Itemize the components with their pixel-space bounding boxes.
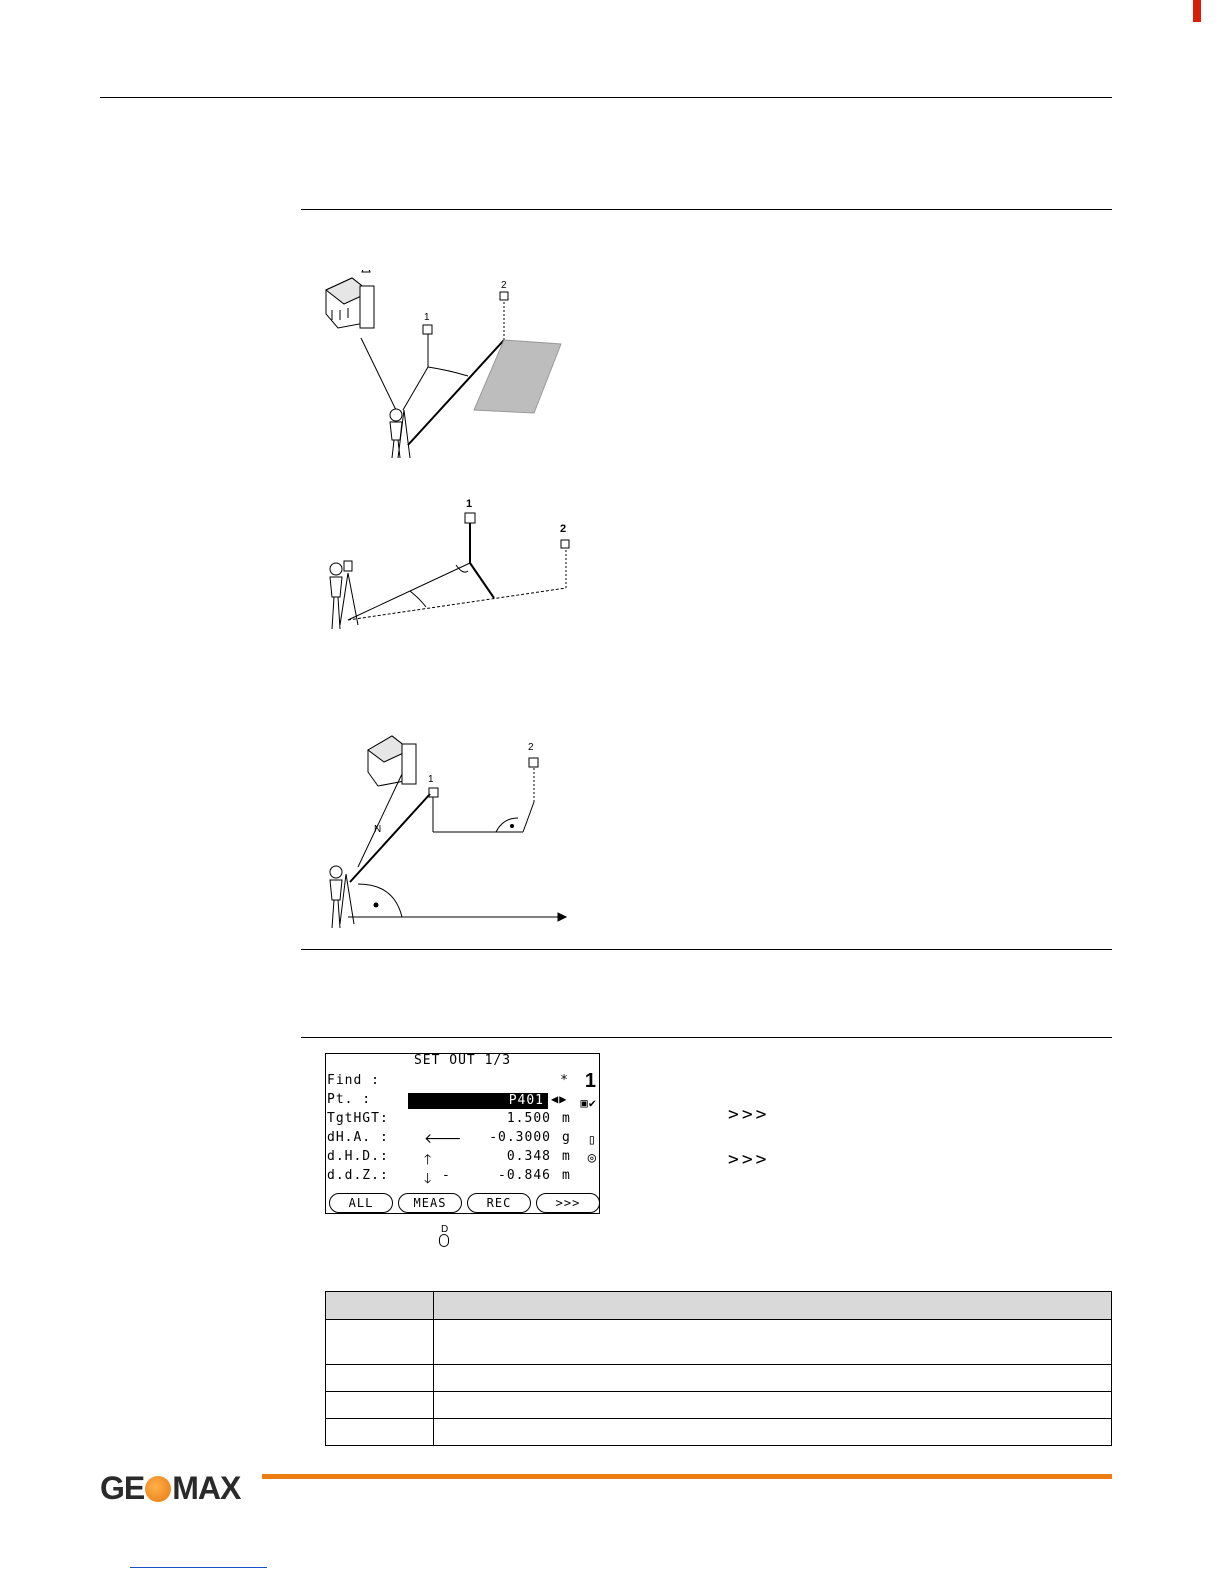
softkey-more[interactable]: >>> (536, 1193, 600, 1213)
row-target-height-label: TgtHGT: (327, 1111, 389, 1126)
globe-icon (145, 1476, 171, 1502)
softkey-meas[interactable]: MEAS (398, 1193, 462, 1213)
footer-bar (262, 1474, 1112, 1479)
softkey-all[interactable]: ALL (329, 1193, 393, 1213)
table-header-cell (434, 1292, 1112, 1320)
row-dha-label: dH.A. : (327, 1130, 389, 1145)
arrow-left-icon: 🡐 (424, 1131, 463, 1147)
figure-set-out-orthogonal (318, 495, 578, 635)
face-indicator: 1 (584, 1070, 597, 1092)
row-find-label: Find : (327, 1073, 380, 1088)
field-description-table (325, 1291, 1112, 1446)
row-dhd-label: d.H.D.: (327, 1149, 389, 1164)
figure-1-drawing (318, 270, 578, 465)
figure-3-label-2: 2 (528, 742, 534, 753)
table-cell (434, 1320, 1112, 1365)
figure-set-out-polar (318, 270, 578, 465)
table-header-cell (326, 1292, 434, 1320)
figure-2-drawing (318, 495, 578, 635)
row-dhd-value: 0.348 (506, 1149, 551, 1164)
logo-text-max: MAX (172, 1470, 241, 1506)
table-header-row (326, 1292, 1112, 1320)
figure-3-drawing (318, 722, 578, 932)
key-glyph-label: D (441, 1224, 449, 1235)
row-dha-value: -0.3000 (489, 1130, 551, 1145)
arrow-down-icon: 🡓 (424, 1171, 433, 1187)
row-find-value: * (560, 1073, 569, 1088)
figure-2-label-2: 2 (560, 523, 567, 535)
row-dha (326, 1130, 599, 1149)
section-rule-2 (301, 949, 1112, 950)
point-input[interactable]: P401 (408, 1093, 548, 1109)
table-row (326, 1365, 1112, 1392)
row-dhd-unit: m (562, 1149, 571, 1164)
softkey-rec[interactable]: REC (467, 1193, 531, 1213)
prism-check-icon: ▣✔ (580, 1096, 597, 1110)
section-rule-3 (301, 1037, 1112, 1038)
logo-text-ge: GE (100, 1470, 145, 1506)
footer-link-underline[interactable] (130, 1567, 267, 1568)
table-row (326, 1392, 1112, 1419)
figure-2-label-1: 1 (466, 498, 473, 510)
figure-1-label-1: 1 (424, 312, 430, 323)
row-target-height-unit: m (562, 1111, 571, 1126)
header-rule (100, 97, 1112, 98)
page-chevron-1: >>> (728, 1104, 770, 1125)
figure-3-label-n: N (374, 824, 382, 835)
figure-3-label-1: 1 (428, 774, 434, 785)
table-cell (326, 1419, 434, 1446)
table-cell (326, 1320, 434, 1365)
row-target-height[interactable] (326, 1111, 599, 1130)
arrow-up-icon: 🡑 (424, 1152, 433, 1168)
row-ddz-value: -0.846 (498, 1168, 551, 1183)
row-ddz-unit: m (562, 1168, 571, 1183)
battery-icon: ▯ (587, 1132, 597, 1148)
figure-set-out-cartesian (318, 722, 578, 932)
selector-arrows-icon[interactable]: ◀▶ (551, 1092, 568, 1106)
distance-key-icon (438, 1226, 452, 1250)
row-dha-unit: g (562, 1130, 571, 1145)
row-find[interactable] (326, 1073, 599, 1092)
table-cell (434, 1419, 1112, 1446)
page-chevron-2: >>> (728, 1149, 770, 1170)
compensator-icon: ◎ (587, 1150, 597, 1166)
row-point[interactable] (326, 1092, 599, 1111)
table-cell (434, 1365, 1112, 1392)
row-point-label: Pt. : (327, 1092, 372, 1107)
geomax-logo (100, 1470, 240, 1507)
row-target-height-value: 1.500 (506, 1111, 551, 1126)
row-ddz-minus: - (442, 1168, 451, 1183)
table-row (326, 1419, 1112, 1446)
row-dhd (326, 1149, 599, 1168)
table-row (326, 1320, 1112, 1365)
section-rule-1 (301, 209, 1112, 210)
setout-screen (325, 1053, 600, 1214)
table-cell (326, 1365, 434, 1392)
table-cell (434, 1392, 1112, 1419)
table-cell (326, 1392, 434, 1419)
figure-1-label-2: 2 (501, 280, 507, 291)
row-ddz (326, 1168, 599, 1187)
screen-title: SET OUT 1/3 (413, 1053, 512, 1068)
row-ddz-label: d.d.Z.: (327, 1168, 389, 1183)
page-edge-marker (1193, 0, 1201, 22)
